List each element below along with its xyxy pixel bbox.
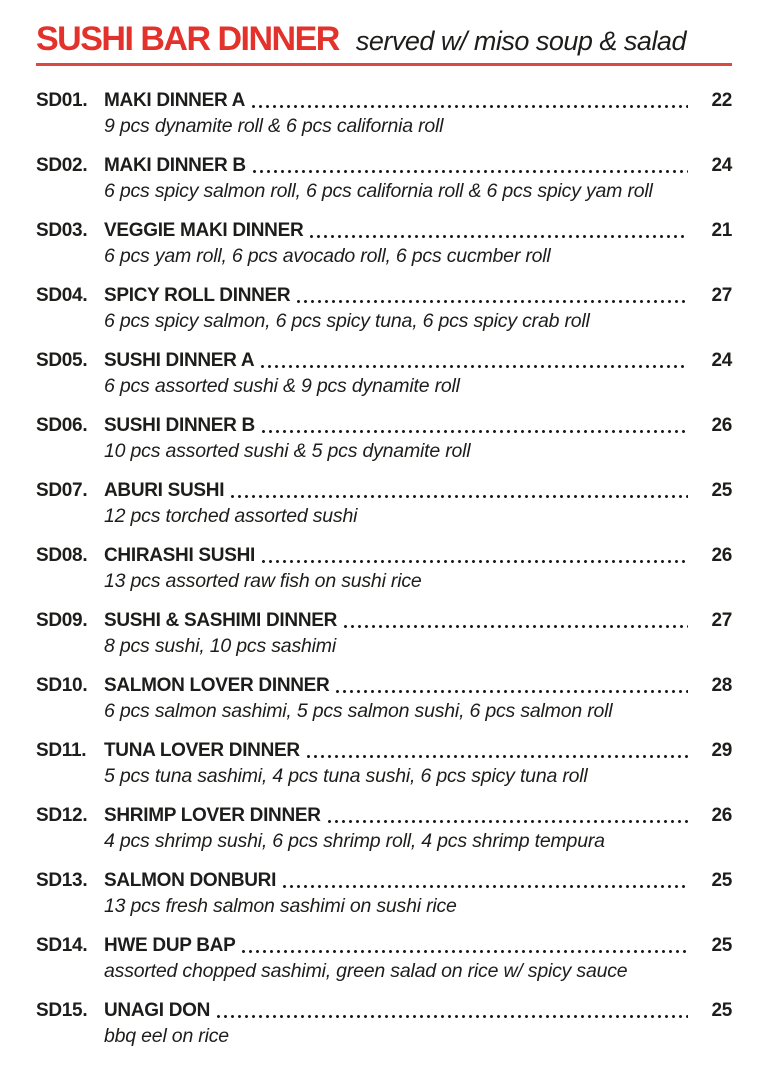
item-row [36, 285, 732, 307]
dot-leader [262, 430, 688, 433]
dot-leader [310, 235, 688, 238]
page-subtitle: served w/ miso soup & salad [355, 26, 686, 56]
item-price: 25 [711, 479, 732, 501]
item-name: UNAGI DON [104, 999, 211, 1021]
item-row [36, 350, 732, 372]
item-code: SD11. [36, 739, 87, 761]
dot-leader [336, 690, 688, 693]
item-description: 12 pcs torched assorted sushi [104, 504, 358, 527]
item-price: 25 [711, 934, 732, 956]
item-code: SD10. [36, 674, 88, 696]
item-description: 8 pcs sushi, 10 pcs sashimi [104, 634, 336, 657]
menu-item [36, 480, 732, 528]
item-code: SD13. [36, 869, 88, 891]
item-name: SHRIMP LOVER DINNER [104, 804, 321, 826]
dot-leader [297, 300, 688, 303]
item-row [36, 870, 732, 892]
menu-item [36, 610, 732, 658]
header-divider [36, 63, 732, 66]
item-price: 25 [711, 999, 732, 1021]
item-name: SUSHI DINNER B [104, 414, 255, 436]
item-code: SD12. [36, 804, 88, 826]
item-description: 9 pcs dynamite roll & 6 pcs california roll [104, 114, 444, 137]
item-code: SD01. [36, 89, 88, 111]
item-description: bbq eel on rice [104, 1024, 229, 1047]
dot-leader [217, 1015, 688, 1018]
item-name: SUSHI DINNER A [104, 349, 255, 371]
menu-item [36, 935, 732, 983]
item-description: assorted chopped sashimi, green salad on rice w/ spicy sauce [104, 959, 628, 982]
item-row [36, 805, 732, 827]
item-price: 26 [711, 544, 732, 566]
item-description: 6 pcs spicy salmon roll, 6 pcs california roll & 6 pcs spicy yam roll [104, 179, 653, 202]
item-name: CHIRASHI SUSHI [104, 544, 255, 566]
item-description: 4 pcs shrimp sushi, 6 pcs shrimp roll, 4 pcs shrimp tempura [104, 829, 605, 852]
item-price: 26 [711, 414, 732, 436]
item-description: 6 pcs spicy salmon, 6 pcs spicy tuna, 6 pcs spicy crab roll [104, 309, 590, 332]
dot-leader [283, 885, 688, 888]
item-row [36, 480, 732, 502]
item-code: SD02. [36, 154, 88, 176]
item-code: SD15. [36, 999, 88, 1021]
item-price: 27 [711, 609, 732, 631]
item-code: SD05. [36, 349, 88, 371]
item-name: HWE DUP BAP [104, 934, 236, 956]
item-row [36, 1000, 732, 1022]
item-price: 22 [711, 89, 732, 111]
item-row [36, 675, 732, 697]
item-name: SALMON LOVER DINNER [104, 674, 330, 696]
item-code: SD09. [36, 609, 88, 631]
item-price: 26 [711, 804, 732, 826]
dot-leader [231, 495, 688, 498]
item-price: 24 [711, 349, 732, 371]
item-price: 28 [711, 674, 732, 696]
item-name: MAKI DINNER A [104, 89, 246, 111]
item-description: 6 pcs salmon sashimi, 5 pcs salmon sushi, 6 pcs salmon roll [104, 699, 613, 722]
item-description: 13 pcs assorted raw fish on sushi rice [104, 569, 422, 592]
item-row [36, 155, 732, 177]
item-row [36, 935, 732, 957]
item-row [36, 610, 732, 632]
dot-leader [261, 365, 688, 368]
item-description: 10 pcs assorted sushi & 5 pcs dynamite roll [104, 439, 471, 462]
item-code: SD07. [36, 479, 88, 501]
item-row [36, 90, 732, 112]
dot-leader [252, 105, 688, 108]
menu-item [36, 350, 732, 398]
menu-item [36, 675, 732, 723]
item-name: SUSHI & SASHIMI DINNER [104, 609, 338, 631]
menu-item [36, 740, 732, 788]
menu-item [36, 415, 732, 463]
dot-leader [344, 625, 688, 628]
item-price: 27 [711, 284, 732, 306]
dot-leader [242, 950, 688, 953]
item-price: 25 [711, 869, 732, 891]
item-row [36, 740, 732, 762]
item-code: SD04. [36, 284, 88, 306]
dot-leader [328, 820, 688, 823]
item-price: 24 [711, 154, 732, 176]
menu-item [36, 155, 732, 203]
menu-header [36, 22, 732, 58]
item-code: SD14. [36, 934, 88, 956]
item-price: 21 [711, 219, 732, 241]
item-code: SD08. [36, 544, 88, 566]
item-name: SALMON DONBURI [104, 869, 277, 891]
item-name: ABURI SUSHI [104, 479, 225, 501]
menu-item [36, 285, 732, 333]
item-price: 29 [711, 739, 732, 761]
item-name: MAKI DINNER B [104, 154, 246, 176]
menu-items [36, 90, 732, 1048]
item-name: VEGGIE MAKI DINNER [104, 219, 304, 241]
item-name: TUNA LOVER DINNER [104, 739, 300, 761]
item-description: 6 pcs yam roll, 6 pcs avocado roll, 6 pcs cucmber roll [104, 244, 551, 267]
menu-item [36, 90, 732, 138]
item-description: 13 pcs fresh salmon sashimi on sushi rice [104, 894, 457, 917]
menu-item [36, 220, 732, 268]
dot-leader [307, 755, 688, 758]
item-row [36, 415, 732, 437]
dot-leader [262, 560, 688, 563]
page-title: SUSHI BAR DINNER [36, 20, 339, 58]
item-code: SD03. [36, 219, 88, 241]
menu-item [36, 870, 732, 918]
item-name: SPICY ROLL DINNER [104, 284, 291, 306]
item-description: 5 pcs tuna sashimi, 4 pcs tuna sushi, 6 pcs spicy tuna roll [104, 764, 588, 787]
dot-leader [253, 170, 688, 173]
item-description: 6 pcs assorted sushi & 9 pcs dynamite roll [104, 374, 460, 397]
item-row [36, 220, 732, 242]
menu-item [36, 545, 732, 593]
item-code: SD06. [36, 414, 88, 436]
item-row [36, 545, 732, 567]
menu-item [36, 805, 732, 853]
menu-item [36, 1000, 732, 1048]
